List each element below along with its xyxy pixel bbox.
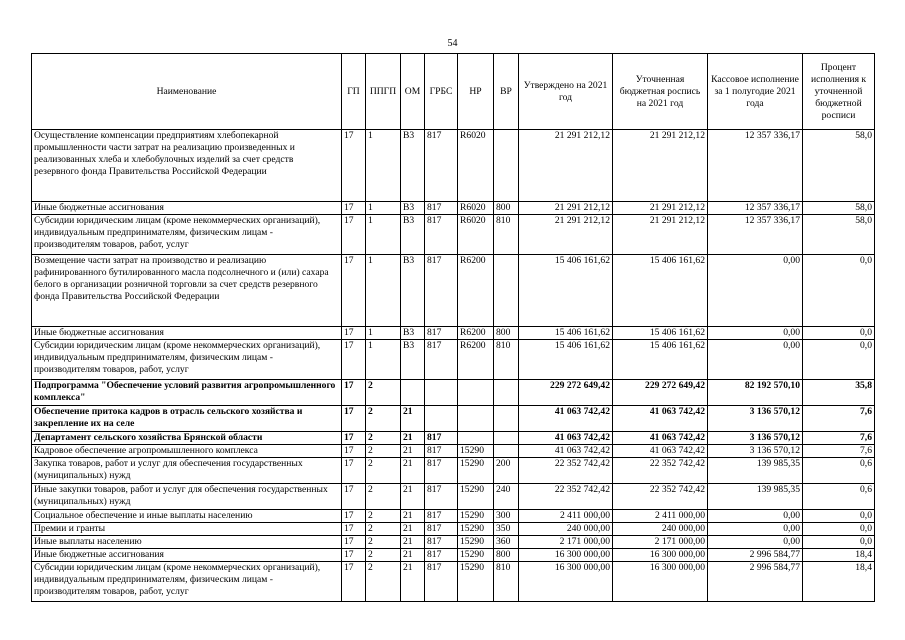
- cell-cash: 0,00: [708, 340, 803, 380]
- cell-vr: [494, 432, 519, 445]
- table-row: [32, 432, 875, 445]
- cell-percent: 0,0: [803, 327, 875, 340]
- cell-cash: 0,00: [708, 523, 803, 536]
- cell-grbs: 817: [425, 562, 458, 602]
- cell-np: 15290: [458, 549, 494, 562]
- cell-percent: 0,6: [803, 484, 875, 510]
- cell-approved: 240 000,00: [519, 523, 613, 536]
- cell-grbs: 817: [425, 432, 458, 445]
- cell-om: B3: [401, 202, 425, 215]
- cell-cash: 3 136 570,12: [708, 406, 803, 432]
- cell-gp: 17: [342, 523, 366, 536]
- cell-approved: 41 063 742,42: [519, 445, 613, 458]
- header-gp: ГП: [342, 54, 366, 130]
- cell-approved: 16 300 000,00: [519, 562, 613, 602]
- cell-gp: 17: [342, 340, 366, 380]
- cell-name: Иные выплаты населению: [32, 536, 342, 549]
- cell-np: 15290: [458, 458, 494, 484]
- cell-cash: 139 985,35: [708, 484, 803, 510]
- cell-percent: 58,0: [803, 215, 875, 255]
- header-row: [32, 54, 875, 130]
- cell-approved: 21 291 212,12: [519, 130, 613, 202]
- cell-refined: 229 272 649,42: [613, 380, 708, 406]
- cell-cash: 12 357 336,17: [708, 202, 803, 215]
- cell-ppgp: 1: [366, 130, 401, 202]
- cell-name: Возмещение части затрат на производство и реализацию рафинированного бутилированного масла подсолнечного и (или) сахара белого в организации розничной торговли за счет средств резервного фонда Правительства Российской Федерации: [32, 255, 342, 327]
- cell-vr: [494, 406, 519, 432]
- table-row: [32, 130, 875, 202]
- cell-gp: 17: [342, 458, 366, 484]
- cell-approved: 2 411 000,00: [519, 510, 613, 523]
- cell-ppgp: 2: [366, 523, 401, 536]
- cell-grbs: 817: [425, 549, 458, 562]
- cell-om: B3: [401, 255, 425, 327]
- cell-refined: 16 300 000,00: [613, 562, 708, 602]
- header-percent: Процент исполнения к уточненной бюджетной росписи: [803, 54, 875, 130]
- cell-vr: 300: [494, 510, 519, 523]
- cell-percent: 18,4: [803, 562, 875, 602]
- cell-percent: 18,4: [803, 549, 875, 562]
- cell-approved: 21 291 212,12: [519, 215, 613, 255]
- cell-np: 15290: [458, 536, 494, 549]
- cell-name: Осуществление компенсации предприятиям хлебопекарной промышленности части затрат на реализацию произведенных и реализованных хлеба и хлебобулочных изделий за счет средств резервного фонда Правительства Российской Федерации: [32, 130, 342, 202]
- table-row: [32, 327, 875, 340]
- cell-vr: [494, 380, 519, 406]
- table-row: [32, 458, 875, 484]
- header-name: Наименование: [32, 54, 342, 130]
- cell-name: Иные бюджетные ассигнования: [32, 549, 342, 562]
- cell-np: [458, 380, 494, 406]
- table-row: [32, 562, 875, 602]
- cell-gp: 17: [342, 215, 366, 255]
- cell-vr: 810: [494, 215, 519, 255]
- cell-grbs: 817: [425, 536, 458, 549]
- cell-name: Субсидии юридическим лицам (кроме некоммерческих организаций), индивидуальным предпринимателям, физическим лицам - производителям товаров, работ, услуг: [32, 340, 342, 380]
- cell-refined: 41 063 742,42: [613, 406, 708, 432]
- cell-gp: 17: [342, 432, 366, 445]
- cell-cash: 12 357 336,17: [708, 130, 803, 202]
- cell-refined: 15 406 161,62: [613, 327, 708, 340]
- cell-percent: 0,0: [803, 255, 875, 327]
- cell-percent: 0,6: [803, 458, 875, 484]
- cell-ppgp: 2: [366, 562, 401, 602]
- cell-om: 21: [401, 406, 425, 432]
- cell-refined: 21 291 212,12: [613, 215, 708, 255]
- cell-name: Субсидии юридическим лицам (кроме некоммерческих организаций), индивидуальным предпринимателям, физическим лицам - производителям товаров, работ, услуг: [32, 215, 342, 255]
- cell-om: 21: [401, 523, 425, 536]
- cell-approved: 229 272 649,42: [519, 380, 613, 406]
- table-row: [32, 215, 875, 255]
- cell-cash: 3 136 570,12: [708, 445, 803, 458]
- cell-gp: 17: [342, 202, 366, 215]
- cell-gp: 17: [342, 255, 366, 327]
- page-number: 54: [447, 38, 458, 49]
- cell-ppgp: 2: [366, 510, 401, 523]
- cell-cash: 2 996 584,77: [708, 562, 803, 602]
- table-row: [32, 536, 875, 549]
- cell-refined: 15 406 161,62: [613, 255, 708, 327]
- cell-grbs: 817: [425, 340, 458, 380]
- cell-ppgp: 1: [366, 202, 401, 215]
- cell-grbs: [425, 380, 458, 406]
- header-cash: Кассовое исполнение за 1 полугодие 2021 года: [708, 54, 803, 130]
- cell-grbs: 817: [425, 202, 458, 215]
- cell-percent: 7,6: [803, 445, 875, 458]
- header-np: НР: [458, 54, 494, 130]
- cell-grbs: 817: [425, 445, 458, 458]
- table-row: [32, 510, 875, 523]
- cell-ppgp: 1: [366, 340, 401, 380]
- cell-grbs: 817: [425, 523, 458, 536]
- header-grbs: ГРБС: [425, 54, 458, 130]
- cell-np: R6200: [458, 255, 494, 327]
- cell-percent: 0,0: [803, 523, 875, 536]
- cell-gp: 17: [342, 562, 366, 602]
- cell-ppgp: 2: [366, 406, 401, 432]
- cell-grbs: 817: [425, 130, 458, 202]
- header-vr: ВР: [494, 54, 519, 130]
- cell-om: 21: [401, 432, 425, 445]
- cell-cash: 0,00: [708, 536, 803, 549]
- cell-cash: 2 996 584,77: [708, 549, 803, 562]
- cell-name: Обеспечение притока кадров в отрасль сельского хозяйства и закрепление их на селе: [32, 406, 342, 432]
- cell-vr: 800: [494, 549, 519, 562]
- cell-ppgp: 1: [366, 327, 401, 340]
- cell-vr: 800: [494, 327, 519, 340]
- cell-np: 15290: [458, 562, 494, 602]
- cell-om: B3: [401, 130, 425, 202]
- cell-om: 21: [401, 484, 425, 510]
- budget-execution-table: [31, 53, 875, 602]
- cell-om: 21: [401, 549, 425, 562]
- cell-np: 15290: [458, 445, 494, 458]
- cell-om: 21: [401, 510, 425, 523]
- cell-om: 21: [401, 458, 425, 484]
- cell-percent: 0,0: [803, 510, 875, 523]
- cell-percent: 35,8: [803, 380, 875, 406]
- cell-grbs: 817: [425, 327, 458, 340]
- table-row: [32, 202, 875, 215]
- cell-vr: 350: [494, 523, 519, 536]
- cell-approved: 41 063 742,42: [519, 406, 613, 432]
- cell-cash: 0,00: [708, 327, 803, 340]
- cell-grbs: [425, 406, 458, 432]
- cell-np: R6020: [458, 202, 494, 215]
- cell-gp: 17: [342, 536, 366, 549]
- cell-cash: 82 192 570,10: [708, 380, 803, 406]
- cell-approved: 16 300 000,00: [519, 549, 613, 562]
- cell-vr: [494, 130, 519, 202]
- cell-vr: 800: [494, 202, 519, 215]
- table-row: [32, 406, 875, 432]
- cell-vr: 200: [494, 458, 519, 484]
- cell-refined: 240 000,00: [613, 523, 708, 536]
- cell-gp: 17: [342, 484, 366, 510]
- cell-vr: 810: [494, 340, 519, 380]
- cell-percent: 7,6: [803, 406, 875, 432]
- cell-np: R6200: [458, 340, 494, 380]
- cell-gp: 17: [342, 327, 366, 340]
- cell-approved: 15 406 161,62: [519, 327, 613, 340]
- cell-np: [458, 406, 494, 432]
- cell-vr: [494, 255, 519, 327]
- header-refined: Уточненная бюджетная роспись на 2021 год: [613, 54, 708, 130]
- cell-gp: 17: [342, 130, 366, 202]
- cell-np: R6200: [458, 327, 494, 340]
- header-approved: Утверждено на 2021 год: [519, 54, 613, 130]
- cell-np: [458, 432, 494, 445]
- header-ppgp: ППГП: [366, 54, 401, 130]
- cell-gp: 17: [342, 510, 366, 523]
- cell-name: Департамент сельского хозяйства Брянской области: [32, 432, 342, 445]
- cell-name: Иные закупки товаров, работ и услуг для обеспечения государственных (муниципальных) нужд: [32, 484, 342, 510]
- cell-ppgp: 1: [366, 215, 401, 255]
- cell-approved: 22 352 742,42: [519, 484, 613, 510]
- cell-grbs: 817: [425, 510, 458, 523]
- cell-ppgp: 2: [366, 432, 401, 445]
- cell-ppgp: 2: [366, 445, 401, 458]
- cell-vr: [494, 445, 519, 458]
- cell-percent: 58,0: [803, 130, 875, 202]
- cell-ppgp: 2: [366, 484, 401, 510]
- cell-gp: 17: [342, 549, 366, 562]
- table-row: [32, 445, 875, 458]
- cell-name: Закупка товаров, работ и услуг для обеспечения государственных (муниципальных) нужд: [32, 458, 342, 484]
- cell-grbs: 817: [425, 484, 458, 510]
- cell-om: B3: [401, 215, 425, 255]
- cell-approved: 15 406 161,62: [519, 340, 613, 380]
- cell-refined: 22 352 742,42: [613, 484, 708, 510]
- cell-np: 15290: [458, 510, 494, 523]
- cell-name: Подпрограмма "Обеспечение условий развития агропромышленного комплекса": [32, 380, 342, 406]
- cell-om: 21: [401, 562, 425, 602]
- cell-name: Кадровое обеспечение агропромышленного комплекса: [32, 445, 342, 458]
- cell-ppgp: 2: [366, 549, 401, 562]
- cell-vr: 810: [494, 562, 519, 602]
- cell-grbs: 817: [425, 255, 458, 327]
- cell-om: B3: [401, 340, 425, 380]
- cell-approved: 15 406 161,62: [519, 255, 613, 327]
- table-row: [32, 549, 875, 562]
- cell-percent: 0,0: [803, 536, 875, 549]
- header-om: ОМ: [401, 54, 425, 130]
- cell-gp: 17: [342, 380, 366, 406]
- cell-refined: 2 171 000,00: [613, 536, 708, 549]
- cell-refined: 15 406 161,62: [613, 340, 708, 380]
- cell-refined: 21 291 212,12: [613, 130, 708, 202]
- cell-om: 21: [401, 445, 425, 458]
- cell-ppgp: 2: [366, 458, 401, 484]
- cell-om: B3: [401, 327, 425, 340]
- cell-gp: 17: [342, 406, 366, 432]
- cell-refined: 41 063 742,42: [613, 432, 708, 445]
- cell-refined: 22 352 742,42: [613, 458, 708, 484]
- cell-np: 15290: [458, 523, 494, 536]
- cell-ppgp: 1: [366, 255, 401, 327]
- cell-np: R6020: [458, 130, 494, 202]
- cell-vr: 240: [494, 484, 519, 510]
- cell-cash: 3 136 570,12: [708, 432, 803, 445]
- cell-name: Социальное обеспечение и иные выплаты населению: [32, 510, 342, 523]
- cell-ppgp: 2: [366, 380, 401, 406]
- cell-cash: 12 357 336,17: [708, 215, 803, 255]
- cell-refined: 41 063 742,42: [613, 445, 708, 458]
- cell-percent: 58,0: [803, 202, 875, 215]
- cell-approved: 22 352 742,42: [519, 458, 613, 484]
- cell-name: Премии и гранты: [32, 523, 342, 536]
- cell-np: 15290: [458, 484, 494, 510]
- cell-om: 21: [401, 536, 425, 549]
- table-row: [32, 523, 875, 536]
- table-row: [32, 340, 875, 380]
- cell-om: [401, 380, 425, 406]
- cell-name: Иные бюджетные ассигнования: [32, 202, 342, 215]
- cell-name: Субсидии юридическим лицам (кроме некоммерческих организаций), индивидуальным предпринимателям, физическим лицам - производителям товаров, работ, услуг: [32, 562, 342, 602]
- cell-gp: 17: [342, 445, 366, 458]
- cell-percent: 7,6: [803, 432, 875, 445]
- cell-percent: 0,0: [803, 340, 875, 380]
- cell-refined: 21 291 212,12: [613, 202, 708, 215]
- table-row: [32, 255, 875, 327]
- cell-cash: 139 985,35: [708, 458, 803, 484]
- cell-cash: 0,00: [708, 255, 803, 327]
- table-row: [32, 484, 875, 510]
- cell-name: Иные бюджетные ассигнования: [32, 327, 342, 340]
- cell-ppgp: 2: [366, 536, 401, 549]
- cell-grbs: 817: [425, 215, 458, 255]
- cell-cash: 0,00: [708, 510, 803, 523]
- cell-vr: 360: [494, 536, 519, 549]
- cell-refined: 2 411 000,00: [613, 510, 708, 523]
- cell-refined: 16 300 000,00: [613, 549, 708, 562]
- cell-approved: 21 291 212,12: [519, 202, 613, 215]
- cell-approved: 41 063 742,42: [519, 432, 613, 445]
- table-row: [32, 380, 875, 406]
- cell-grbs: 817: [425, 458, 458, 484]
- cell-np: R6020: [458, 215, 494, 255]
- cell-approved: 2 171 000,00: [519, 536, 613, 549]
